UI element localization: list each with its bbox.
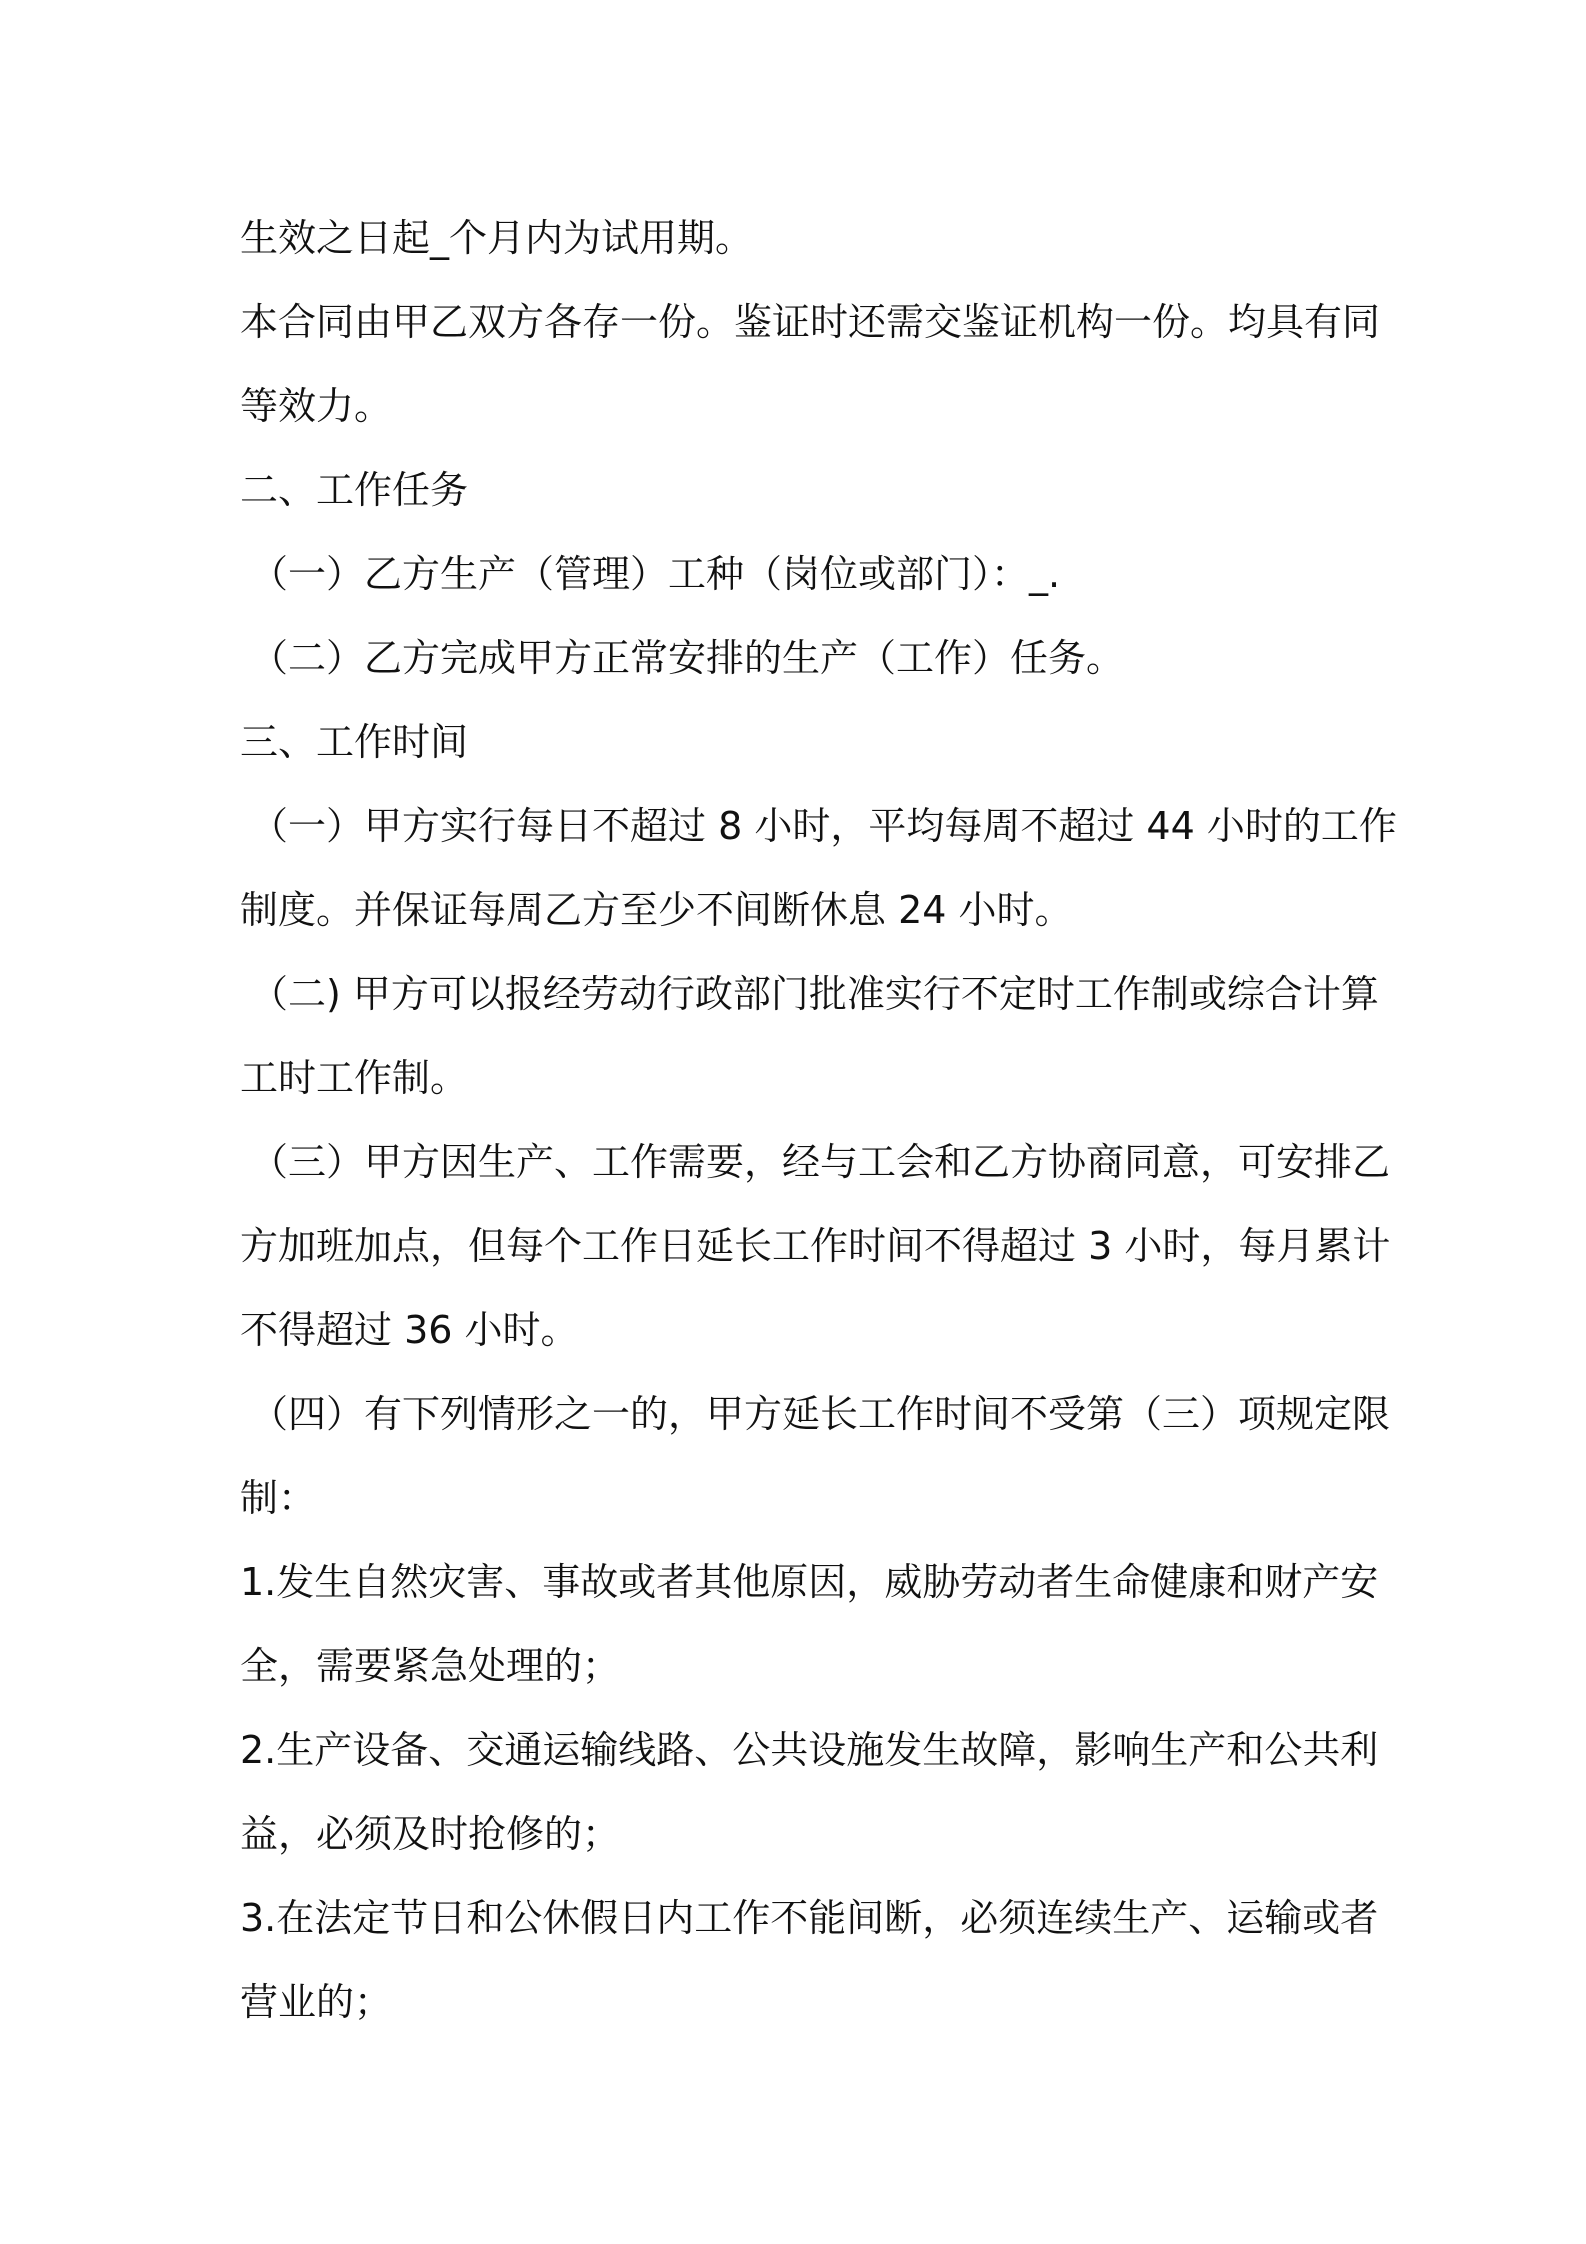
text-line: 本合同由甲乙双方各存一份。鉴证时还需交鉴证机构一份。均具有同 [240, 300, 1381, 344]
text-line: 工时工作制。 [240, 1056, 469, 1100]
text-line: 制： [240, 1476, 317, 1520]
list-item: 2.生产设备、交通运输线路、公共设施发生故障，影响生产和公共利 [240, 1728, 1379, 1772]
list-item: 1.发生自然灾害、事故或者其他原因，威胁劳动者生命健康和财产安 [240, 1560, 1379, 1604]
text-line: （一）甲方实行每日不超过 8 小时，平均每周不超过 44 小时的工作 [250, 804, 1397, 848]
text-line: （二) 甲方可以报经劳动行政部门批准实行不定时工作制或综合计算 [250, 972, 1379, 1016]
text-line: （一）乙方生产（管理）工种（岗位或部门）：_. [250, 552, 1061, 596]
text-line: 生效之日起_个月内为试用期。 [240, 216, 754, 260]
text-line: 制度。并保证每周乙方至少不间断休息 24 小时。 [240, 888, 1073, 932]
text-line: 益，必须及时抢修的； [240, 1812, 621, 1856]
text-line: （二）乙方完成甲方正常安排的生产（工作）任务。 [250, 636, 1125, 680]
text-line: 营业的； [240, 1980, 393, 2024]
section-heading: 二、工作任务 [240, 468, 469, 512]
section-heading: 三、工作时间 [240, 720, 469, 764]
text-line: 全，需要紧急处理的； [240, 1644, 621, 1688]
text-line: （四）有下列情形之一的，甲方延长工作时间不受第（三）项规定限 [250, 1392, 1391, 1436]
text-line: 等效力。 [240, 384, 393, 428]
text-line: 不得超过 36 小时。 [240, 1308, 579, 1352]
document-body [240, 196, 1397, 2044]
list-item: 3.在法定节日和公休假日内工作不能间断，必须连续生产、运输或者 [240, 1896, 1379, 1940]
text-line: （三）甲方因生产、工作需要，经与工会和乙方协商同意，可安排乙 [250, 1140, 1391, 1184]
text-line: 方加班加点，但每个工作日延长工作时间不得超过 3 小时，每月累计 [240, 1224, 1391, 1268]
